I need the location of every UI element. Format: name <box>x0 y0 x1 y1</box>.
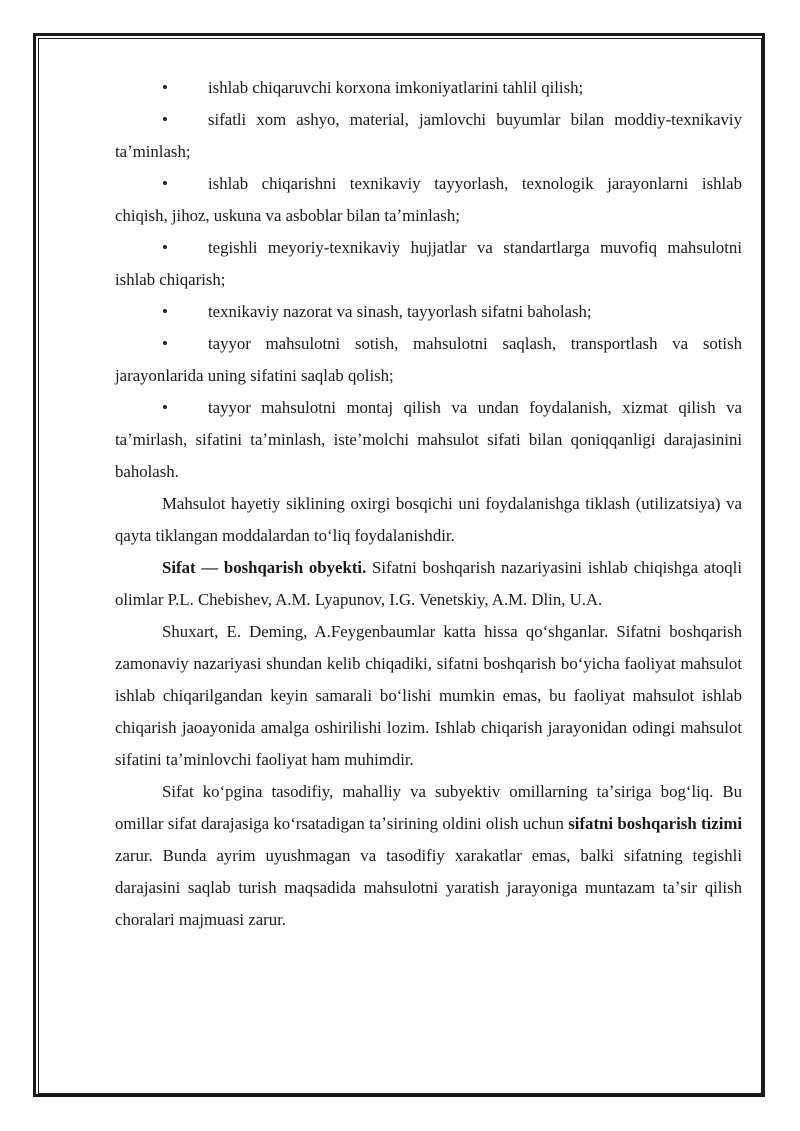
bullet-icon: • <box>162 302 168 321</box>
bullet-icon: • <box>162 78 168 97</box>
list-item: • sifatli xom ashyo, material, jamlovchi buyumlar bilan moddiy-texnikaviy taʼminlash; <box>115 104 742 168</box>
list-item: • ishlab chiqaruvchi korxona imkoniyatlarini tahlil qilish; <box>115 72 742 104</box>
document-body <box>115 72 742 936</box>
bullet-icon: • <box>162 174 168 193</box>
list-item: • tayyor mahsulotni sotish, mahsulotni saqlash, transportlash va sotish jarayonlarida uning sifatini saqlab qolish; <box>115 328 742 392</box>
paragraph-lifecycle: Mahsulot hayetiy siklining oxirgi bosqichi uni foydalanishga tiklash (utilizatsiya) va qayta tiklangan moddalardan toʻliq foydalanishdir. <box>115 494 742 545</box>
bullet-icon: • <box>162 110 168 129</box>
list-item: • tegishli meyoriy-texnikaviy hujjatlar va standartlarga muvofiq mahsulotni ishlab chiqarish; <box>115 232 742 296</box>
list-item: • ishlab chiqarishni texnikaviy tayyorlash, texnologik jarayonlarni ishlab chiqish, jihoz, uskuna va asboblar bilan taʼminlash; <box>115 168 742 232</box>
bold-term: sifatni boshqarish tizimi <box>568 814 742 833</box>
paragraph-theory: Shuxart, E. Deming, A.Feygenbaumlar katta hissa qoʻshganlar. Sifatni boshqarish zamonaviy nazariyasi shundan kelib chiqadiki, sifatni boshqarish boʻyicha faoliyat mahsulot ishlab chiqarilgandan keyin samarali boʻlishi mumkin emas, bu faoliyat mahsulot ishlab chiqarish jaoayonida amalga oshirilishi lozim. Ishlab chiqarish jarayonidan odingi mahsulot sifatini taʼminlovchi faoliyat ham muhimdir. <box>115 622 742 769</box>
list-item: • texnikaviy nazorat va sinash, tayyorlash sifatni baholash; <box>115 296 742 328</box>
list-item: • tayyor mahsulotni montaj qilish va undan foydalanish, xizmat qilish va taʼmirlash, sifatini taʼminlash, isteʼmolchi mahsulot sifati bilan qoniqqanligi darajasinini baholash. <box>115 392 742 488</box>
section-heading: Sifat — boshqarish obyekti. <box>162 558 367 577</box>
bullet-icon: • <box>162 238 168 257</box>
paragraph-quality-object: Sifat — boshqarish obyekti. Sifatni boshqarish nazariyasini ishlab chiqishga atoqli olimlar P.L. Chebishev, A.M. Lyapunov, I.G. Venetskiy, A.M. Dlin, U.A. <box>115 558 742 609</box>
paragraph-management-system: Sifat koʻpgina tasodifiy, mahalliy va subyektiv omillarning taʼsiriga bogʻliq. Bu omillar sifat darajasiga koʻrsatadigan taʼsirining oldini olish uchun sifatni boshqarish tizimi zarur. Bunda ayrim uyushmagan va tasodifiy xarakatlar emas, balki sifatning tegishli darajasini saqlab turish maqsadida mahsulotni yaratish jarayoniga muntazam taʼsir qilish choralari majmuasi zarur. <box>115 782 742 929</box>
bullet-icon: • <box>162 334 168 353</box>
bullet-icon: • <box>162 398 168 417</box>
